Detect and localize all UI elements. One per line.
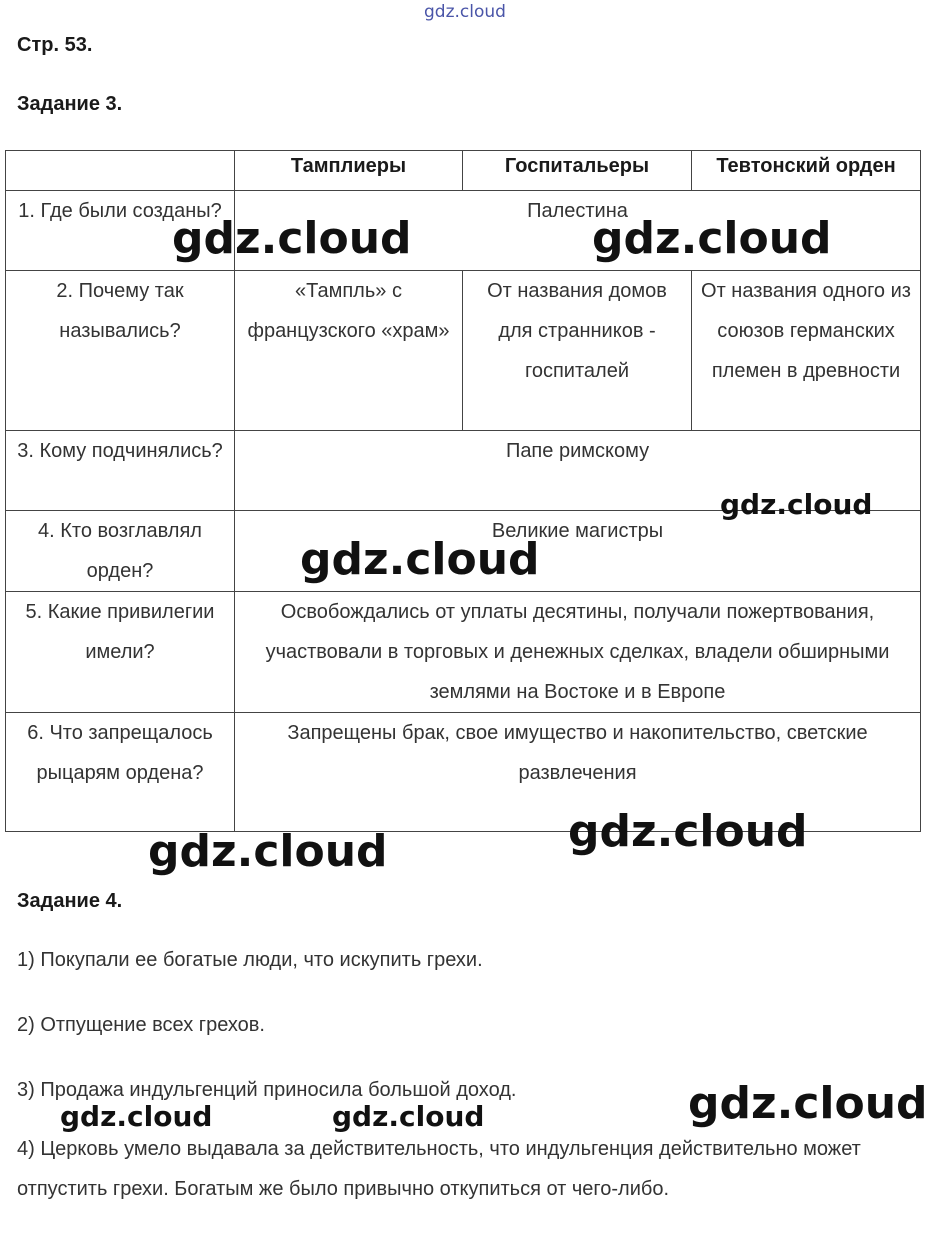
header-teutonic: Тевтонский орден xyxy=(692,151,921,191)
question-cell: 6. Что запрещалось рыцарям ордена? xyxy=(6,713,235,832)
top-watermark: gdz.cloud xyxy=(424,2,506,22)
question-cell: 4. Кто возглавлял орден? xyxy=(6,511,235,592)
watermark: gdz.cloud xyxy=(60,1100,213,1133)
question-cell: 1. Где были созданы? xyxy=(6,191,235,271)
page-title: Стр. 53. xyxy=(17,34,93,56)
watermark: gdz.cloud xyxy=(172,213,412,264)
watermark: gdz.cloud xyxy=(300,534,540,585)
answer-cell: Папе римскому xyxy=(235,431,921,511)
table-header-row xyxy=(6,151,921,191)
table-row xyxy=(6,592,921,713)
header-templars: Тамплиеры xyxy=(235,151,463,191)
answer-cell-templars: «Тампль» с французского «храм» xyxy=(235,271,463,431)
answer-cell-hospitallers: От названия домов для странников - госпиталей xyxy=(463,271,692,431)
table-row xyxy=(6,271,921,431)
answer-cell-teutonic: От названия одного из союзов германских племен в древности xyxy=(692,271,921,431)
answer-cell: Великие магистры xyxy=(235,511,921,592)
task3-title: Задание 3. xyxy=(17,93,123,115)
watermark: gdz.cloud xyxy=(148,826,388,877)
question-cell: 5. Какие привилегии имели? xyxy=(6,592,235,713)
task4-item-1: 1) Покупали ее богатые люди, что искупить грехи. xyxy=(17,949,483,971)
task4-item-3: 3) Продажа индульгенций приносила большой доход. xyxy=(17,1079,517,1101)
answer-cell: Освобождались от уплаты десятины, получали пожертвования, участвовали в торговых и денежных сделках, владели обширными землями на Востоке и в Европе xyxy=(235,592,921,713)
task4-item-4: 4) Церковь умело выдавала за действительность, что индульгенция действительно может отпустить грехи. Богатым же было привычно откупиться от чего-либо. xyxy=(17,1138,861,1200)
header-cell-empty xyxy=(6,151,235,191)
watermark: gdz.cloud xyxy=(720,488,873,521)
question-cell: 2. Почему так назывались? xyxy=(6,271,235,431)
watermark: gdz.cloud xyxy=(592,213,832,264)
task4-item-2: 2) Отпущение всех грехов. xyxy=(17,1014,265,1036)
answer-cell: Палестина xyxy=(235,191,921,271)
watermark: gdz.cloud xyxy=(332,1100,485,1133)
question-cell: 3. Кому подчинялись? xyxy=(6,431,235,511)
header-hospitallers: Госпитальеры xyxy=(463,151,692,191)
task4-title: Задание 4. xyxy=(17,890,123,912)
watermark: gdz.cloud xyxy=(568,806,808,857)
watermark: gdz.cloud xyxy=(688,1078,928,1129)
answer-cell: Запрещены брак, свое имущество и накопительство, светские развлечения xyxy=(235,713,921,832)
